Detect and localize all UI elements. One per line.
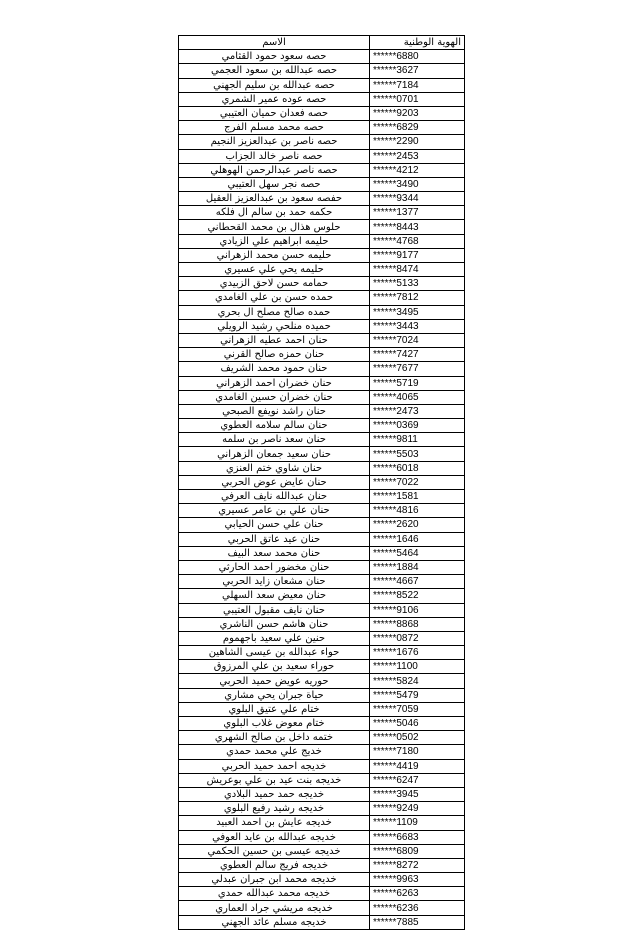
- person-name-cell: خديجه محمد عبدالله حمدي: [179, 887, 370, 901]
- national-id-cell: ******1884: [370, 560, 465, 574]
- national-id-cell: ******3627: [370, 64, 465, 78]
- table-row: [179, 277, 465, 291]
- national-id-cell: ******1676: [370, 646, 465, 660]
- person-name-cell: حفصه سعود بن عبدالعزيز العقيل: [179, 192, 370, 206]
- national-id-cell: ******5479: [370, 688, 465, 702]
- person-name-cell: حنان حمزه صالح القرني: [179, 348, 370, 362]
- national-id-cell: ******7427: [370, 348, 465, 362]
- national-id-cell: ******5464: [370, 546, 465, 560]
- table-row: [179, 362, 465, 376]
- person-name-cell: حصه ناصر بن عبدالعزيز النجيم: [179, 135, 370, 149]
- table-row: [179, 674, 465, 688]
- names-id-table: [178, 35, 465, 930]
- table-row: [179, 78, 465, 92]
- person-name-cell: حنان علي حسن الحيابي: [179, 518, 370, 532]
- person-name-cell: حنان هاشم حسن الناشري: [179, 617, 370, 631]
- national-id-cell: ******1377: [370, 206, 465, 220]
- table-row: [179, 887, 465, 901]
- national-id-cell: ******2473: [370, 404, 465, 418]
- table-row: [179, 177, 465, 191]
- person-name-cell: حنان خضران احمد الزهراني: [179, 376, 370, 390]
- table-row: [179, 376, 465, 390]
- table-row: [179, 92, 465, 106]
- table-row: [179, 745, 465, 759]
- table-row: [179, 50, 465, 64]
- national-id-cell: ******9203: [370, 106, 465, 120]
- table-row: [179, 263, 465, 277]
- national-id-cell: ******7812: [370, 291, 465, 305]
- national-id-cell: ******3495: [370, 305, 465, 319]
- table-row: [179, 518, 465, 532]
- person-name-cell: حنان عايض عوض الحربي: [179, 475, 370, 489]
- national-id-cell: ******5503: [370, 447, 465, 461]
- person-name-cell: حصه عوده عمير الشمري: [179, 92, 370, 106]
- person-name-cell: حياة جبران يحي مشاري: [179, 688, 370, 702]
- table-row: [179, 305, 465, 319]
- table-row: [179, 163, 465, 177]
- national-id-cell: ******7022: [370, 475, 465, 489]
- table-row: [179, 192, 465, 206]
- person-name-cell: حصه سعود حمود القثامي: [179, 50, 370, 64]
- national-id-cell: ******0369: [370, 419, 465, 433]
- person-name-cell: حكمه حمد بن سالم ال فلكه: [179, 206, 370, 220]
- table-row: [179, 475, 465, 489]
- national-id-cell: ******9344: [370, 192, 465, 206]
- table-row: [179, 844, 465, 858]
- person-name-cell: خديجه احمد حميد الحربي: [179, 759, 370, 773]
- national-id-cell: ******2290: [370, 135, 465, 149]
- person-name-cell: حنان سعد ناصر بن سلمه: [179, 433, 370, 447]
- national-id-cell: ******7184: [370, 78, 465, 92]
- person-name-cell: حصه عبدالله بن سعود العجمي: [179, 64, 370, 78]
- person-name-cell: حصه عبدالله بن سليم الجهني: [179, 78, 370, 92]
- table-row: [179, 660, 465, 674]
- table-row: [179, 333, 465, 347]
- table-row: [179, 688, 465, 702]
- person-name-cell: حصه فعدان حميان العتيبي: [179, 106, 370, 120]
- national-id-cell: ******9249: [370, 802, 465, 816]
- national-id-cell: ******6809: [370, 844, 465, 858]
- table-row: [179, 773, 465, 787]
- person-name-cell: حصه محمد مسلم الفرج: [179, 121, 370, 135]
- national-id-cell: ******4667: [370, 575, 465, 589]
- national-id-cell: ******5824: [370, 674, 465, 688]
- table-row: [179, 759, 465, 773]
- person-name-cell: خديجه عيسى بن حسين الحكمي: [179, 844, 370, 858]
- national-id-cell: ******7059: [370, 702, 465, 716]
- national-id-cell: ******6829: [370, 121, 465, 135]
- table-row: [179, 731, 465, 745]
- person-name-cell: حنان راشد نويفع الصبحي: [179, 404, 370, 418]
- table-row: [179, 575, 465, 589]
- person-name-cell: حنين علي سعيد باجهموم: [179, 631, 370, 645]
- national-id-cell: ******7024: [370, 333, 465, 347]
- table-row: [179, 291, 465, 305]
- table-row: [179, 830, 465, 844]
- table-row: [179, 490, 465, 504]
- national-id-cell: ******1100: [370, 660, 465, 674]
- table-row: [179, 106, 465, 120]
- national-id-cell: ******5133: [370, 277, 465, 291]
- person-name-cell: خديجه عايش بن احمد العبيد: [179, 816, 370, 830]
- table-row: [179, 901, 465, 915]
- national-id-cell: ******4065: [370, 390, 465, 404]
- table-row: [179, 433, 465, 447]
- table-row: [179, 915, 465, 929]
- table-body: [179, 50, 465, 930]
- person-name-cell: حنان احمد عطيه الزهراني: [179, 333, 370, 347]
- table-row: [179, 617, 465, 631]
- person-name-cell: حمامه حسن لاحق الزبيدي: [179, 277, 370, 291]
- national-id-cell: ******8868: [370, 617, 465, 631]
- person-name-cell: حصه نجر سهل العتيبي: [179, 177, 370, 191]
- national-id-cell: ******8474: [370, 263, 465, 277]
- national-id-cell: ******3945: [370, 787, 465, 801]
- person-name-cell: حنان عيد عاتق الحربي: [179, 532, 370, 546]
- table-row: [179, 348, 465, 362]
- person-name-cell: حليمه حسن محمد الزهراني: [179, 248, 370, 262]
- national-id-cell: ******6247: [370, 773, 465, 787]
- national-id-cell: ******5719: [370, 376, 465, 390]
- person-name-cell: خديجه بنت عيد بن علي بوعريش: [179, 773, 370, 787]
- national-id-cell: ******4768: [370, 234, 465, 248]
- person-name-cell: ختام علي عتيق البلوي: [179, 702, 370, 716]
- national-id-cell: ******7677: [370, 362, 465, 376]
- person-name-cell: حنان سالم سلامه العطوي: [179, 419, 370, 433]
- table-row: [179, 646, 465, 660]
- person-name-cell: خديجه عبدالله بن عايد العوفي: [179, 830, 370, 844]
- national-id-cell: ******6683: [370, 830, 465, 844]
- national-id-cell: ******9963: [370, 873, 465, 887]
- person-name-cell: ختام معوض غلاب البلوي: [179, 717, 370, 731]
- table-row: [179, 787, 465, 801]
- person-name-cell: حنان معيض سعد السهلي: [179, 589, 370, 603]
- table-row: [179, 248, 465, 262]
- table-row: [179, 532, 465, 546]
- person-name-cell: خديجه فريج سالم العطوي: [179, 858, 370, 872]
- person-name-cell: حنان مخضور احمد الحارثي: [179, 560, 370, 574]
- person-name-cell: خديجه رشيد رفيع البلوي: [179, 802, 370, 816]
- table-row: [179, 220, 465, 234]
- table-row: [179, 589, 465, 603]
- national-id-column-header: الهوية الوطنية: [370, 36, 465, 50]
- table-header-row: [179, 36, 465, 50]
- national-id-cell: ******6263: [370, 887, 465, 901]
- national-id-cell: ******7885: [370, 915, 465, 929]
- person-name-cell: حنان نايف مقبول العتيبي: [179, 603, 370, 617]
- table-row: [179, 631, 465, 645]
- national-id-cell: ******6880: [370, 50, 465, 64]
- table-row: [179, 206, 465, 220]
- person-name-cell: حوريه عويض حميد الحربي: [179, 674, 370, 688]
- person-name-cell: حصه ناصر خالد الجزاب: [179, 149, 370, 163]
- table-row: [179, 560, 465, 574]
- national-id-cell: ******7180: [370, 745, 465, 759]
- person-name-cell: حنان حمود محمد الشريف: [179, 362, 370, 376]
- person-name-cell: حنان علي بن عامر عسيري: [179, 504, 370, 518]
- person-name-cell: خديجه محمد ابن جبران عبدلي: [179, 873, 370, 887]
- national-id-cell: ******6018: [370, 461, 465, 475]
- name-column-header: الاسم: [179, 36, 370, 50]
- table-row: [179, 603, 465, 617]
- person-name-cell: حنان خضران حسين الغامدي: [179, 390, 370, 404]
- table-row: [179, 64, 465, 78]
- person-name-cell: حواء عبدالله بن عيسى الشاهين: [179, 646, 370, 660]
- table-row: [179, 504, 465, 518]
- national-id-cell: ******2620: [370, 518, 465, 532]
- national-id-cell: ******8443: [370, 220, 465, 234]
- national-id-cell: ******9177: [370, 248, 465, 262]
- table-row: [179, 234, 465, 248]
- national-id-cell: ******1109: [370, 816, 465, 830]
- person-name-cell: حمده صالح مصلح ال بحري: [179, 305, 370, 319]
- table-row: [179, 717, 465, 731]
- table-row: [179, 461, 465, 475]
- table-row: [179, 702, 465, 716]
- national-id-cell: ******5046: [370, 717, 465, 731]
- table-row: [179, 816, 465, 830]
- national-id-cell: ******0502: [370, 731, 465, 745]
- person-name-cell: خديج علي محمد حمدي: [179, 745, 370, 759]
- table-row: [179, 873, 465, 887]
- national-id-cell: ******9106: [370, 603, 465, 617]
- table-row: [179, 149, 465, 163]
- national-id-cell: ******8522: [370, 589, 465, 603]
- person-name-cell: خديجه مسلم عائد الجهني: [179, 915, 370, 929]
- person-name-cell: حميده منلحي رشيد الرويلي: [179, 319, 370, 333]
- table-row: [179, 319, 465, 333]
- person-name-cell: خديجه حمد حميد البلادي: [179, 787, 370, 801]
- person-name-cell: حنان محمد سعد البيف: [179, 546, 370, 560]
- national-id-cell: ******0872: [370, 631, 465, 645]
- national-id-cell: ******4212: [370, 163, 465, 177]
- national-id-cell: ******3443: [370, 319, 465, 333]
- national-id-cell: ******2453: [370, 149, 465, 163]
- table-row: [179, 447, 465, 461]
- table-row: [179, 121, 465, 135]
- table-row: [179, 802, 465, 816]
- person-name-cell: حمده حسن بن علي الغامدي: [179, 291, 370, 305]
- national-id-cell: ******1646: [370, 532, 465, 546]
- table-row: [179, 419, 465, 433]
- table-row: [179, 546, 465, 560]
- national-id-cell: ******4816: [370, 504, 465, 518]
- national-id-cell: ******6236: [370, 901, 465, 915]
- national-id-cell: ******9811: [370, 433, 465, 447]
- person-name-cell: حلوس هذال بن محمد القحطاني: [179, 220, 370, 234]
- person-name-cell: حنان عبدالله نايف العرفي: [179, 490, 370, 504]
- table-row: [179, 858, 465, 872]
- person-name-cell: حنان شاوي ختم العنزي: [179, 461, 370, 475]
- person-name-cell: خديجه مريشي جراد العماري: [179, 901, 370, 915]
- person-name-cell: حوراء سعيد بن علي المرزوق: [179, 660, 370, 674]
- national-id-cell: ******8272: [370, 858, 465, 872]
- national-id-cell: ******1581: [370, 490, 465, 504]
- person-name-cell: حنان سعيد جمعان الزهراني: [179, 447, 370, 461]
- table-row: [179, 390, 465, 404]
- person-name-cell: ختمه داخل بن صالح الشهري: [179, 731, 370, 745]
- person-name-cell: حنان مشعان زايد الحربي: [179, 575, 370, 589]
- person-name-cell: حليمه ابراهيم علي الزيادي: [179, 234, 370, 248]
- table-row: [179, 135, 465, 149]
- national-id-cell: ******3490: [370, 177, 465, 191]
- person-name-cell: حليمه يحي علي عسيري: [179, 263, 370, 277]
- national-id-cell: ******0701: [370, 92, 465, 106]
- table-row: [179, 404, 465, 418]
- person-name-cell: حصه ناصر عبدالرحمن الهوهلي: [179, 163, 370, 177]
- national-id-cell: ******4419: [370, 759, 465, 773]
